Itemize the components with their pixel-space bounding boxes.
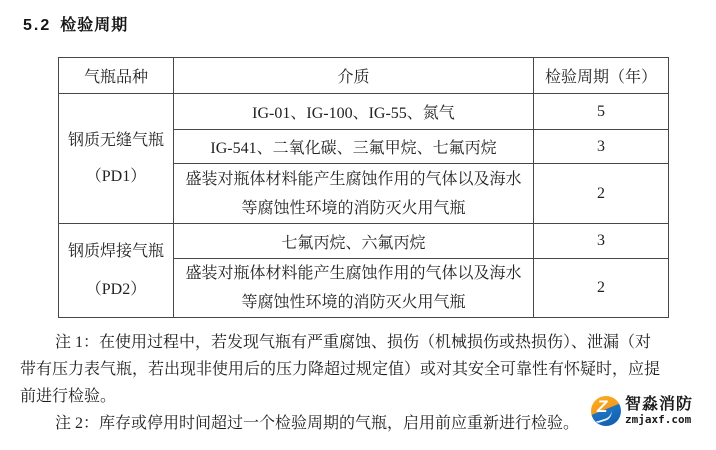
- col-header-period: 检验周期（年）: [534, 58, 669, 94]
- category-cell-pd1: [59, 94, 174, 224]
- note-1-line-1: 注 1：在使用过程中，若发现气瓶有严重腐蚀、损伤（机械损伤或热损伤）、泄漏（对: [55, 334, 652, 351]
- medium-line1: 盛装对瓶体材料能产生腐蚀作用的气体以及海水: [185, 170, 522, 188]
- category-pd1-line1: 钢质无缝气瓶: [67, 131, 164, 149]
- table-row: [59, 224, 669, 259]
- medium-cell: [174, 259, 534, 318]
- table-row: [59, 94, 669, 130]
- note-2-line-1: 注 2：库存或停用时间超过一个检验周期的气瓶，启用前应重新进行检验。: [55, 415, 580, 432]
- medium-cell: IG-541、二氧化碳、三氟甲烷、七氟丙烷: [174, 130, 534, 164]
- section-heading: [23, 12, 128, 35]
- medium-line2: 等腐蚀性环境的消防灭火用气瓶: [241, 199, 466, 217]
- category-pd2-line1: 钢质焊接气瓶: [67, 242, 164, 260]
- period-cell: 5: [534, 94, 669, 130]
- period-cell: 2: [534, 164, 669, 224]
- period-cell: 3: [534, 130, 669, 164]
- medium-line1: 盛装对瓶体材料能产生腐蚀作用的气体以及海水: [185, 265, 522, 282]
- section-number: 5.2: [23, 17, 52, 34]
- category-pd2-line2: （PD2）: [85, 280, 147, 298]
- medium-cell: [174, 164, 534, 224]
- logo-text-block: [625, 396, 693, 426]
- inspection-period-table: [58, 57, 669, 318]
- medium-cell: 七氟丙烷、六氟丙烷: [174, 224, 534, 259]
- period-cell: 3: [534, 224, 669, 259]
- zmjaxf-watermark-logo: [591, 396, 693, 426]
- note-1-line-2: 带有压力表气瓶，若出现非使用后的压力降超过规定值）或对其安全可靠性有怀疑时，应提: [20, 361, 661, 378]
- logo-monogram: Z: [597, 397, 608, 416]
- col-header-medium: 介质: [174, 58, 534, 94]
- zmjaxf-logo-icon: [591, 396, 621, 426]
- section-title-text: 检验周期: [60, 17, 129, 34]
- logo-domain-text: zmjaxf.com: [625, 413, 692, 426]
- medium-line2: 等腐蚀性环境的消防灭火用气瓶: [241, 294, 466, 311]
- category-cell-pd2: [59, 224, 174, 318]
- period-cell: 2: [534, 259, 669, 318]
- note-1-line-3: 前进行检验。: [20, 388, 117, 405]
- logo-brand-name: 智淼消防: [625, 396, 694, 413]
- col-header-cylinder-type: 气瓶品种: [59, 58, 174, 94]
- table-header-row: [59, 58, 669, 94]
- category-pd1-line2: （PD1）: [85, 167, 147, 185]
- medium-cell: IG-01、IG-100、IG-55、氮气: [174, 94, 534, 130]
